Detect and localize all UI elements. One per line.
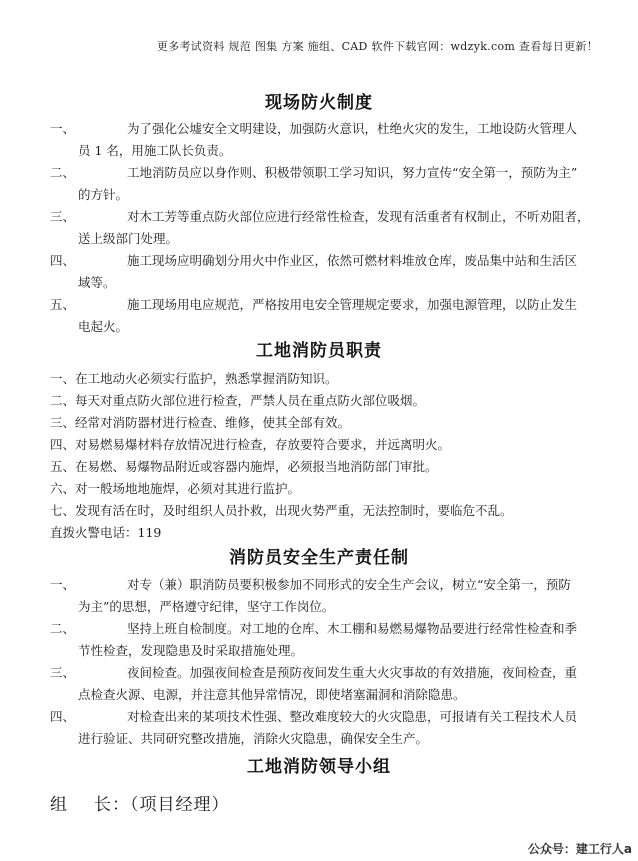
item-number: 三、 [50, 209, 76, 224]
item-number: 四、 [50, 253, 76, 268]
duty-line: 三、经常对消防器材进行检查、维修，使其全部有效。 [50, 415, 351, 430]
section-title-safety-responsibility: 消防员安全生产责任制 [229, 548, 409, 568]
item-number: 五、 [50, 297, 76, 312]
duty-line: 六、对一般场地地施焊，必须对其进行监护。 [50, 481, 301, 496]
duty-line: 一、在工地动火必须实行监护，熟悉掌握消防知识。 [50, 371, 338, 386]
item-text: 工地消防员应以身作则、积极带领职工学习知识，努力宣传“安全第一，预防为主” [127, 165, 578, 180]
duty-line: 二、每天对重点防火部位进行检查，严禁人员在重点防火部位吸烟。 [50, 393, 426, 408]
item-text: 对木工芳等重点防火部位应进行经常性检查，发现有活重者有权制止，不听劝阻者， [127, 209, 590, 224]
item-text-continued: 员 1 名，用施工队长负责。 [78, 143, 232, 158]
item-text: 施工现场应明确划分用火中作业区，依然可燃材料堆放仓库，废品集中站和生活区 [127, 253, 578, 268]
list-item [50, 118, 610, 162]
item-text: 为了强化公墟安全文明建设，加强防火意识，杜绝火灾的发生，工地设防火管理人 [127, 121, 578, 136]
item-text: 夜间检查。加强夜间检查是预防夜间发生重大火灾事故的有效措施，夜间检查，重 [127, 665, 578, 680]
item-text-continued: 送上级部门处理。 [78, 231, 179, 246]
item-text-continued: 为主”的思想，严格遵守纪律，坚守工作岗位。 [78, 599, 335, 614]
duty-line: 四、对易燃易爆材料存放情况进行检查，存放要符合要求，并远离明火。 [50, 437, 451, 452]
item-text: 坚持上班自检制度。对工地的仓库、木工棚和易燃易爆物品要进行经常性检查和季 [127, 621, 578, 636]
item-text-continued: 电起火。 [78, 319, 129, 334]
item-text: 对检查出来的某项技术性强、整改难度较大的火灾隐患，可报请有关工程技术人员 [127, 709, 578, 724]
list-item [50, 706, 610, 750]
item-text-continued: 域等。 [78, 275, 116, 290]
list-item [50, 162, 610, 206]
section-title-firefighter-duties: 工地消防员职责 [256, 341, 382, 361]
item-text: 对专（兼）职消防员要积极参加不同形式的安全生产会议，树立“安全第一，预防 [127, 577, 571, 592]
leader-label-part2: 长：（项目经理） [94, 795, 230, 815]
section-title-fire-rules: 现场防火制度 [265, 93, 373, 113]
header-download-note: 更多考试资料 规范 图集 方案 施组、CAD 软件下载官网：wdzyk.com 查看每日更新！ [156, 40, 598, 53]
item-text-continued: 节性检查，发现隐患及时采取措施处理。 [78, 643, 304, 658]
fire-hotline: 直拨火警电话：119 [50, 525, 162, 540]
group-leader-line [50, 790, 230, 815]
list-item [50, 618, 610, 662]
list-item [50, 250, 610, 294]
leader-label-part1: 组 [50, 795, 68, 815]
fire-rules-list [50, 118, 610, 338]
item-number: 二、 [50, 621, 76, 636]
item-text: 施工现场用电应规范，严格按用电安全管理规定要求，加强电源管理，以防止发生 [127, 297, 578, 312]
duty-line: 七、发现有活在时，及时组织人员扑救，出现火势严重，无法控制时，要临危不乱。 [50, 503, 513, 518]
item-text-continued: 进行验证、共同研究整改措施，消除火灾隐患，确保安全生产。 [78, 731, 429, 746]
list-item [50, 294, 610, 338]
duty-line: 五、在易燃、易爆物品附近或容器内施焊，必须报当地消防部门审批。 [50, 459, 438, 474]
wechat-account-watermark: 公众号：建工行人a [527, 842, 632, 856]
item-number: 四、 [50, 709, 76, 724]
item-number: 一、 [50, 121, 76, 136]
item-text-continued: 点检查火源、电源，并注意其他异常情况，即使堵塞漏洞和消除隐患。 [78, 687, 466, 702]
item-number: 二、 [50, 165, 76, 180]
firefighter-duties-list [50, 368, 610, 544]
list-item [50, 574, 610, 618]
item-number: 三、 [50, 665, 76, 680]
item-number: 一、 [50, 577, 76, 592]
list-item [50, 662, 610, 706]
item-text-continued: 的方针。 [78, 187, 129, 202]
safety-responsibility-list [50, 574, 610, 750]
section-title-fire-leadership-group: 工地消防领导小组 [247, 757, 391, 777]
list-item [50, 206, 610, 250]
